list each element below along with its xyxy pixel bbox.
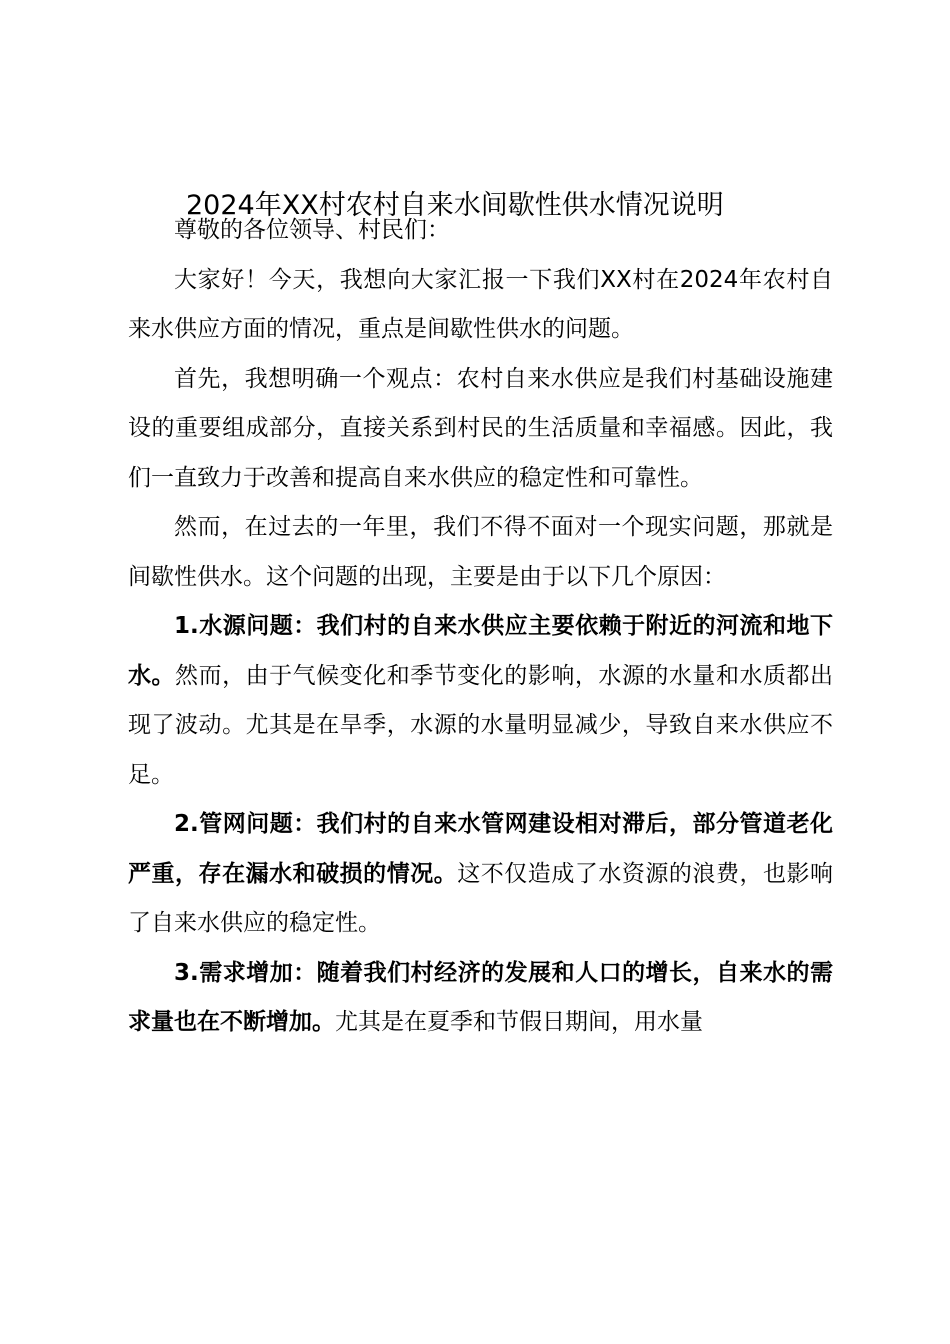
paragraph-heading: 1.水源问题：我们村的自来水供应主要依赖于附近的河流和地下水。	[128, 613, 833, 689]
paragraph-viewpoint	[128, 355, 833, 504]
paragraph-text: 大家好！今天，我想向大家汇报一下我们XX村在2024年农村自来水供应方面的情况，重点是间歇性供水的问题。	[128, 266, 833, 342]
paragraph-heading: 2.管网问题：我们村的自来水管网建设相对滞后，部分管道老化严重，存在漏水和破损的情况。	[128, 811, 833, 887]
document-body	[128, 206, 833, 1048]
paragraph-reason-pipe-network	[128, 800, 833, 949]
paragraph-intro	[128, 256, 833, 355]
paragraph-heading: 3.需求增加：随着我们村经济的发展和人口的增长，自来水的需求量也在不断增加。	[128, 959, 833, 1035]
paragraph-problem	[128, 503, 833, 602]
paragraph-reason-demand	[128, 949, 833, 1048]
greeting: 尊敬的各位领导、村民们：	[174, 217, 450, 243]
paragraph-text: 尤其是在夏季和节假日期间，用水量	[335, 1009, 703, 1035]
paragraph-text: 这不仅造成了水资源的浪费，也影响了自来水供应的稳定性。	[128, 860, 834, 936]
paragraph-text: 然而，由于气候变化和季节变化的影响，水源的水量和水质都出现了波动。尤其是在旱季，水源的水量明显减少，导致自来水供应不足。	[128, 662, 834, 788]
document-title: 2024年XX村农村自来水间歇性供水情况说明	[186, 190, 724, 221]
paragraph-text: 然而，在过去的一年里，我们不得不面对一个现实问题，那就是间歇性供水。这个问题的出现，主要是由于以下几个原因：	[128, 514, 833, 590]
paragraph-reason-water-source	[128, 602, 833, 800]
paragraph-text: 首先，我想明确一个观点：农村自来水供应是我们村基础设施建设的重要组成部分，直接关系到村民的生活质量和幸福感。因此，我们一直致力于改善和提高自来水供应的稳定性和可靠性。	[128, 365, 833, 491]
